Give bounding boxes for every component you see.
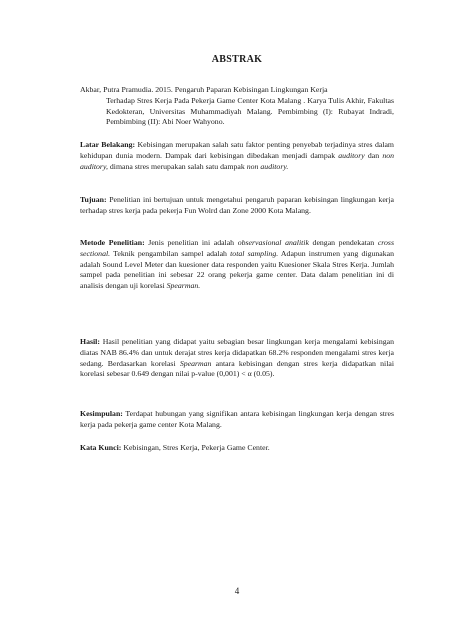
section-text: Kebisingan merupakan salah satu faktor penting penyebab terjadinya stres dalam kehidupan dunia modern. Dampak dari kebisingan dibedakan menjadi dampak [80,140,394,160]
section-text: Hasil penelitian yang didapat yaitu sebagian besar lingkungan kerja mengalami kebisingan diatas NAB 86.4% dan untuk derajat stres kerja didapatkan 68.2% responden mengalami stres kerja sedang. Berdasarkan korelasi [80,337,394,368]
italic-term: cross sectional. [80,238,394,258]
section-hasil [80,337,394,380]
section-text: dan [364,150,383,160]
page-number: 4 [234,586,240,596]
section-text: dimana stres merupakan salah satu dampak [107,161,247,171]
italic-term: Spearman. [166,281,201,291]
italic-term: auditory [338,150,365,160]
section-text: dengan pendekatan [308,238,378,247]
section-text: antara kebisingan dengan stres kerja didapatkan nilai korelasi sebesar 0.649 dengan nilai p-value (0,001) < α (0.05). [80,358,394,379]
section-text: Jenis penelitian ini adalah [144,238,238,247]
section-text: Adapun instrumen yang digunakan adalah Sound Level Meter dan kuesioner data responden yaitu Kuesioner Skala Stres Kerja. Jumlah sampel pada penelitian ini sebesar 22 orang pekerja game center. Data dalam penelitian ini di analisis dengan uji korelasi [80,248,394,291]
section-text: Terdapat hubungan yang signifikan antara kebisingan lingkungan kerja dengan stres kerja pada pekerja game center Kota Malang. [80,409,394,429]
section-label: Kata Kunci: [80,443,122,452]
italic-term: non auditory. [246,161,289,171]
citation [80,85,394,128]
section-metode-penelitian [80,238,394,292]
section-label: Metode Penelitian: [80,238,145,247]
italic-term: observasional analitik [237,238,309,247]
section-label: Kesimpulan: [80,409,123,418]
section-kesimpulan [80,409,394,431]
section-text: Penelitian ini bertujuan untuk mengetahui pengaruh paparan kebisingan lingkungan kerja terhadap stres kerja pada pekerja Fun Wolrd dan Zone 2000 Kota Malang. [80,195,394,215]
page-title: ABSTRAK [211,54,263,65]
section-latar-belakang [80,140,394,172]
section-label: Hasil: [80,337,100,346]
section-text: Teknik pengambilan sampel adalah [110,248,231,258]
section-label: Latar Belakang: [80,140,136,149]
italic-term: total sampling. [230,248,279,258]
section-kata-kunci [80,443,394,454]
section-label: Tujuan: [80,195,107,204]
section-text: Kebisingan, Stres Kerja, Pekerja Game Center. [121,443,270,452]
italic-term: non auditory, [80,150,395,171]
citation-continuation: Terhadap Stres Kerja Pada Pekerja Game Center Kota Malang . Karya Tulis Akhir, Fakultas Kedokteran, Universitas Muhammadiyah Malang. Pembimbing (I): Rubayat Indradi, Pembimbing (II): Abi Noer Wahyono. [106,95,394,127]
section-tujuan [80,195,394,217]
italic-term: Spearman [179,358,212,368]
citation-first-line: Akbar, Putra Pramudia. 2015. Pengaruh Paparan Kebisingan Lingkungan Kerja [80,85,328,94]
